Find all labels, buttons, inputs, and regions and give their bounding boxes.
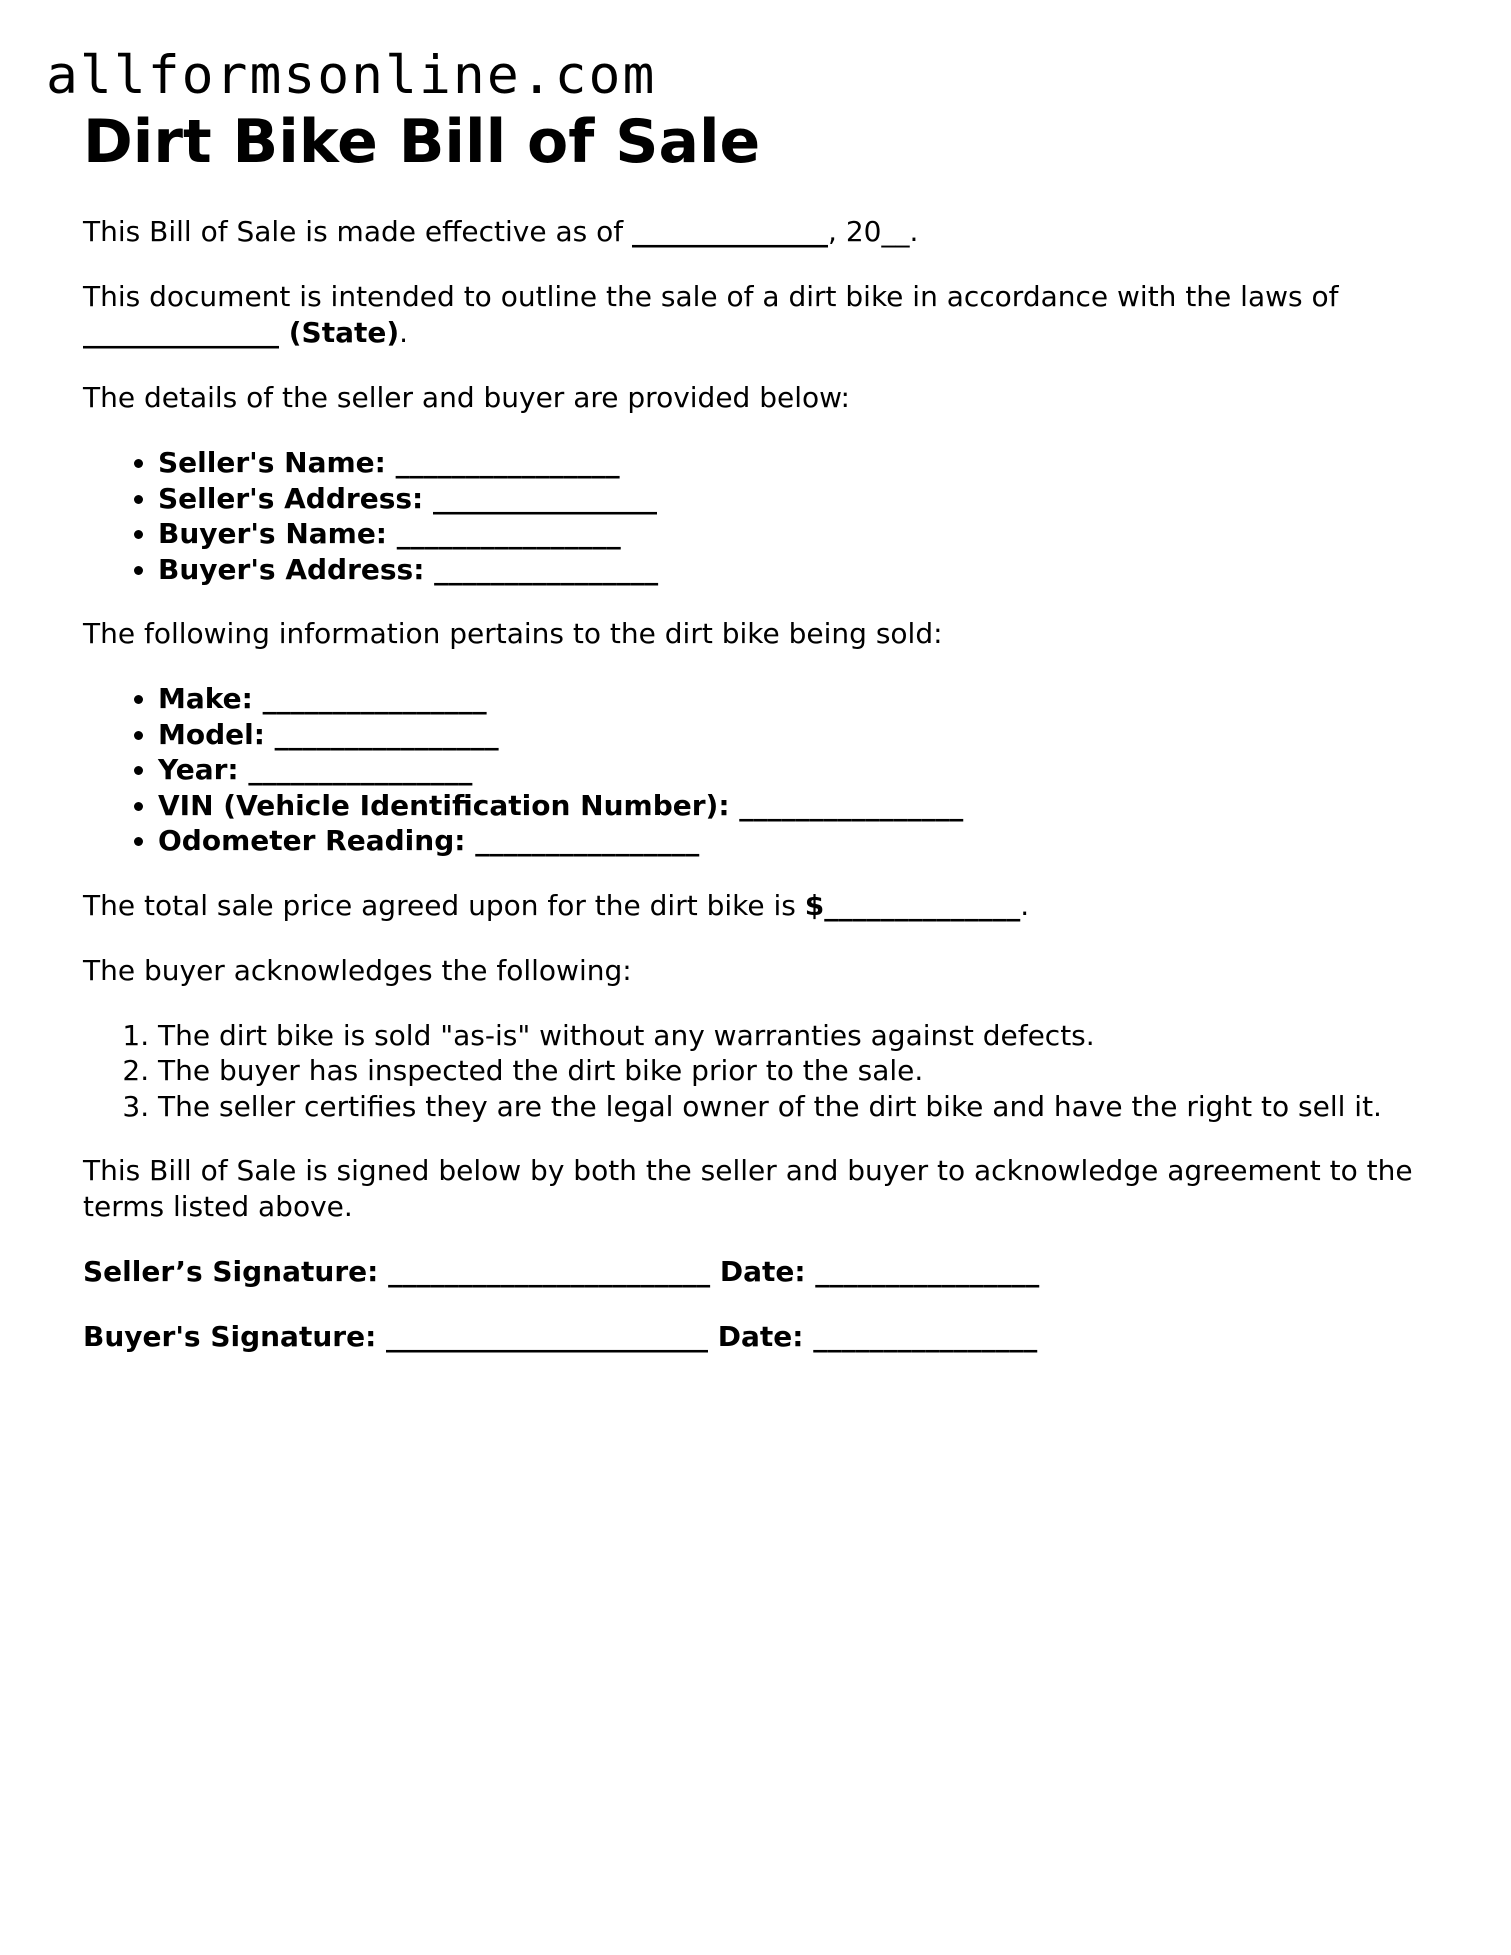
vin-field [158,789,963,822]
seller-name-field [158,446,620,479]
list-item [158,552,1443,588]
field-label: Odometer Reading: [158,824,466,857]
buyer-name-field [158,517,621,550]
field-blank: ________________ [465,824,700,857]
list-item [158,823,1443,859]
sale-price-blank: $______________ [804,888,1021,922]
year-field [158,753,472,786]
bike-fields-list [83,681,1443,859]
intent-text: This document is intended to outline the sale of a dirt bike in accordance with the laws of [83,280,1339,313]
make-field [158,682,487,715]
acknowledgement-intro: The buyer acknowledges the following: [83,953,632,987]
field-blank: ________________ [423,481,657,515]
field-label: Seller's Name: [158,446,386,479]
effective-date-prefix: This Bill of Sale is made effective as of [83,215,633,248]
bike-info-intro: The following information pertains to the dirt bike being sold: [83,617,943,650]
intent-period: . [399,316,409,349]
field-blank: ________________ [387,517,621,550]
list-item: 1. The dirt bike is sold "as-is" without any warranties against defects. [158,1018,1443,1054]
field-label: VIN (Vehicle Identification Number): [158,788,730,822]
buyer-signature-field: Buyer's Signature: _______________________ [83,1320,709,1353]
field-blank: ________________ [424,552,659,586]
list-item [158,752,1443,788]
list-item [158,516,1443,552]
list-item [158,788,1443,824]
buyer-date-field: Date: ________________ [708,1320,1038,1353]
buyer-signature-line [83,1319,1443,1355]
field-blank: ________________ [729,788,964,822]
seller-address-field [158,482,657,515]
field-label: Buyer's Address: [158,552,425,586]
field-label: Make: [158,682,253,715]
field-blank: ________________ [264,717,499,751]
state-blank: ______________ (State) [83,316,400,349]
watermark: allformsonline.com [46,45,657,106]
buyer-address-field [158,553,658,586]
list-item [158,717,1443,753]
document-title: Dirt Bike Bill of Sale [83,107,761,177]
field-label: Buyer's Name: [158,517,388,550]
list-item [158,445,1443,481]
signature-intro: This Bill of Sale is signed below by both the seller and buyer to acknowledge agreement to the terms listed above. [83,1154,1413,1223]
seller-signature-field: Seller’s Signature: _______________________ [83,1255,711,1288]
field-label: Year: [158,753,239,786]
document-body [83,104,1443,1355]
sale-price-paragraph [83,888,1443,924]
list-item: 2. The buyer has inspected the dirt bike prior to the sale. [158,1053,1443,1089]
odometer-field [158,824,699,857]
field-blank: ________________ [385,446,620,479]
effective-date-paragraph [83,214,1443,250]
seller-signature-line [83,1254,1443,1290]
acknowledgement-list [83,1018,1443,1125]
intent-paragraph [83,279,1443,351]
field-label: Model: [158,717,265,751]
model-field [158,718,499,751]
parties-list [83,445,1443,587]
effective-date-blank: ______________ [632,215,829,248]
parties-intro: The details of the seller and buyer are provided below: [83,381,850,414]
effective-date-suffix: , 20__. [828,215,919,248]
field-blank: ________________ [252,682,487,715]
list-item [158,481,1443,517]
field-label: Seller's Address: [158,481,424,515]
field-blank: ________________ [238,753,473,786]
seller-date-field: Date: ________________ [710,1255,1040,1288]
list-item: 3. The seller certifies they are the legal owner of the dirt bike and have the right to sell it. [158,1089,1443,1125]
sale-price-suffix: . [1020,888,1030,922]
sale-price-prefix: The total sale price agreed upon for the dirt bike is [83,888,805,922]
list-item [158,681,1443,717]
